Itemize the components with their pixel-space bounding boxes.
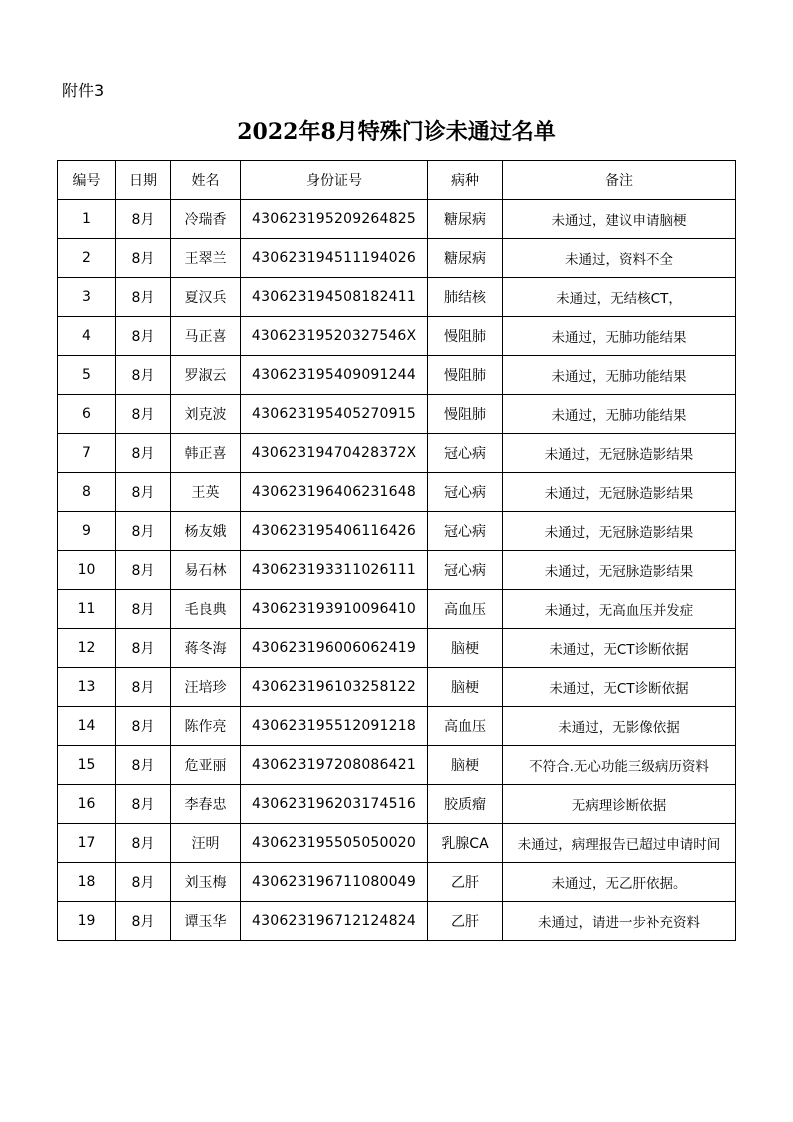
cell-number: 11: [58, 590, 116, 629]
cell-number: 3: [58, 278, 116, 317]
cell-date: 8月: [116, 473, 171, 512]
cell-id-number: 430623195406116426: [241, 512, 428, 551]
table-row: [58, 434, 736, 473]
table-row: [58, 278, 736, 317]
cell-remarks: 未通过，无高血压并发症: [503, 590, 736, 629]
table-row: [58, 824, 736, 863]
table-body: [58, 200, 736, 941]
cell-number: 5: [58, 356, 116, 395]
cell-name: 毛良典: [171, 590, 241, 629]
cell-number: 4: [58, 317, 116, 356]
cell-remarks: 未通过，无肺功能结果: [503, 317, 736, 356]
cell-name: 夏汉兵: [171, 278, 241, 317]
cell-id-number: 430623197208086421: [241, 746, 428, 785]
cell-id-number: 430623194508182411: [241, 278, 428, 317]
cell-number: 10: [58, 551, 116, 590]
rejection-list-table: [57, 160, 736, 941]
table-row: [58, 785, 736, 824]
table-row: [58, 629, 736, 668]
cell-name: 刘克波: [171, 395, 241, 434]
cell-disease: 慢阻肺: [428, 317, 503, 356]
cell-number: 7: [58, 434, 116, 473]
cell-remarks: 未通过，无影像依据: [503, 707, 736, 746]
cell-name: 李春忠: [171, 785, 241, 824]
cell-date: 8月: [116, 434, 171, 473]
table-row: [58, 473, 736, 512]
cell-disease: 冠心病: [428, 473, 503, 512]
cell-number: 6: [58, 395, 116, 434]
cell-date: 8月: [116, 668, 171, 707]
cell-date: 8月: [116, 356, 171, 395]
cell-id-number: 430623196712124824: [241, 902, 428, 941]
cell-disease: 脑梗: [428, 629, 503, 668]
cell-id-number: 430623195512091218: [241, 707, 428, 746]
cell-remarks: 未通过，无CT诊断依据: [503, 629, 736, 668]
cell-remarks: 未通过，无结核CT，: [503, 278, 736, 317]
table-row: [58, 746, 736, 785]
cell-date: 8月: [116, 863, 171, 902]
cell-date: 8月: [116, 239, 171, 278]
cell-date: 8月: [116, 317, 171, 356]
cell-disease: 冠心病: [428, 512, 503, 551]
cell-name: 韩正喜: [171, 434, 241, 473]
table-row: [58, 707, 736, 746]
cell-id-number: 430623196203174516: [241, 785, 428, 824]
cell-date: 8月: [116, 629, 171, 668]
cell-name: 王翠兰: [171, 239, 241, 278]
cell-disease: 高血压: [428, 590, 503, 629]
cell-disease: 高血压: [428, 707, 503, 746]
cell-disease: 糖尿病: [428, 200, 503, 239]
cell-remarks: 未通过，无冠脉造影结果: [503, 473, 736, 512]
table-row: [58, 317, 736, 356]
cell-number: 14: [58, 707, 116, 746]
cell-id-number: 430623196711080049: [241, 863, 428, 902]
cell-number: 18: [58, 863, 116, 902]
cell-id-number: 430623194511194026: [241, 239, 428, 278]
header-name: 姓名: [171, 161, 241, 200]
cell-number: 15: [58, 746, 116, 785]
table-row: [58, 863, 736, 902]
cell-date: 8月: [116, 200, 171, 239]
cell-name: 易石林: [171, 551, 241, 590]
cell-id-number: 43062319520327546X: [241, 317, 428, 356]
cell-disease: 脑梗: [428, 746, 503, 785]
cell-name: 马正喜: [171, 317, 241, 356]
cell-number: 16: [58, 785, 116, 824]
table-row: [58, 590, 736, 629]
header-date: 日期: [116, 161, 171, 200]
cell-name: 王英: [171, 473, 241, 512]
cell-name: 谭玉华: [171, 902, 241, 941]
cell-disease: 乙肝: [428, 863, 503, 902]
cell-number: 19: [58, 902, 116, 941]
cell-id-number: 430623193910096410: [241, 590, 428, 629]
cell-name: 杨友娥: [171, 512, 241, 551]
cell-remarks: 未通过，资料不全: [503, 239, 736, 278]
cell-date: 8月: [116, 902, 171, 941]
cell-remarks: 未通过，无CT诊断依据: [503, 668, 736, 707]
cell-remarks: 未通过，无冠脉造影结果: [503, 512, 736, 551]
cell-remarks: 未通过，无冠脉造影结果: [503, 434, 736, 473]
cell-id-number: 430623193311026111: [241, 551, 428, 590]
cell-date: 8月: [116, 512, 171, 551]
cell-remarks: 未通过，请进一步补充资料: [503, 902, 736, 941]
cell-id-number: 430623196103258122: [241, 668, 428, 707]
cell-disease: 慢阻肺: [428, 356, 503, 395]
cell-number: 12: [58, 629, 116, 668]
table-row: [58, 395, 736, 434]
cell-remarks: 无病理诊断依据: [503, 785, 736, 824]
table-row: [58, 551, 736, 590]
table-row: [58, 200, 736, 239]
cell-name: 危亚丽: [171, 746, 241, 785]
table-row: [58, 902, 736, 941]
cell-remarks: 未通过，无肺功能结果: [503, 395, 736, 434]
cell-disease: 慢阻肺: [428, 395, 503, 434]
table-row: [58, 668, 736, 707]
cell-id-number: 430623195409091244: [241, 356, 428, 395]
cell-disease: 乳腺CA: [428, 824, 503, 863]
cell-remarks: 未通过，无冠脉造影结果: [503, 551, 736, 590]
cell-id-number: 43062319470428372X: [241, 434, 428, 473]
cell-date: 8月: [116, 590, 171, 629]
cell-id-number: 430623196006062419: [241, 629, 428, 668]
cell-remarks: 未通过，无肺功能结果: [503, 356, 736, 395]
cell-id-number: 430623195209264825: [241, 200, 428, 239]
cell-name: 罗淑云: [171, 356, 241, 395]
cell-number: 13: [58, 668, 116, 707]
cell-id-number: 430623196406231648: [241, 473, 428, 512]
table-header-row: [58, 161, 736, 200]
attachment-label: 附件3: [62, 81, 105, 100]
table-row: [58, 512, 736, 551]
cell-id-number: 430623195405270915: [241, 395, 428, 434]
cell-name: 陈作亮: [171, 707, 241, 746]
cell-number: 8: [58, 473, 116, 512]
cell-remarks: 不符合.无心功能三级病历资料: [503, 746, 736, 785]
header-disease: 病种: [428, 161, 503, 200]
header-remarks: 备注: [503, 161, 736, 200]
cell-name: 汪培珍: [171, 668, 241, 707]
cell-number: 1: [58, 200, 116, 239]
document-title: 2022年8月特殊门诊未通过名单: [237, 119, 556, 145]
cell-disease: 乙肝: [428, 902, 503, 941]
cell-number: 17: [58, 824, 116, 863]
header-id-number: 身份证号: [241, 161, 428, 200]
table-row: [58, 356, 736, 395]
cell-id-number: 430623195505050020: [241, 824, 428, 863]
cell-date: 8月: [116, 785, 171, 824]
cell-name: 蒋冬海: [171, 629, 241, 668]
cell-name: 汪明: [171, 824, 241, 863]
cell-disease: 肺结核: [428, 278, 503, 317]
cell-date: 8月: [116, 395, 171, 434]
cell-date: 8月: [116, 707, 171, 746]
cell-date: 8月: [116, 278, 171, 317]
table-row: [58, 239, 736, 278]
cell-disease: 冠心病: [428, 434, 503, 473]
cell-date: 8月: [116, 551, 171, 590]
cell-number: 2: [58, 239, 116, 278]
cell-remarks: 未通过，无乙肝依据。: [503, 863, 736, 902]
cell-number: 9: [58, 512, 116, 551]
cell-disease: 糖尿病: [428, 239, 503, 278]
cell-name: 冷瑞香: [171, 200, 241, 239]
header-number: 编号: [58, 161, 116, 200]
cell-disease: 冠心病: [428, 551, 503, 590]
cell-disease: 脑梗: [428, 668, 503, 707]
cell-name: 刘玉梅: [171, 863, 241, 902]
cell-disease: 胶质瘤: [428, 785, 503, 824]
cell-remarks: 未通过，病理报告已超过申请时间: [503, 824, 736, 863]
cell-date: 8月: [116, 746, 171, 785]
cell-date: 8月: [116, 824, 171, 863]
cell-remarks: 未通过，建议申请脑梗: [503, 200, 736, 239]
